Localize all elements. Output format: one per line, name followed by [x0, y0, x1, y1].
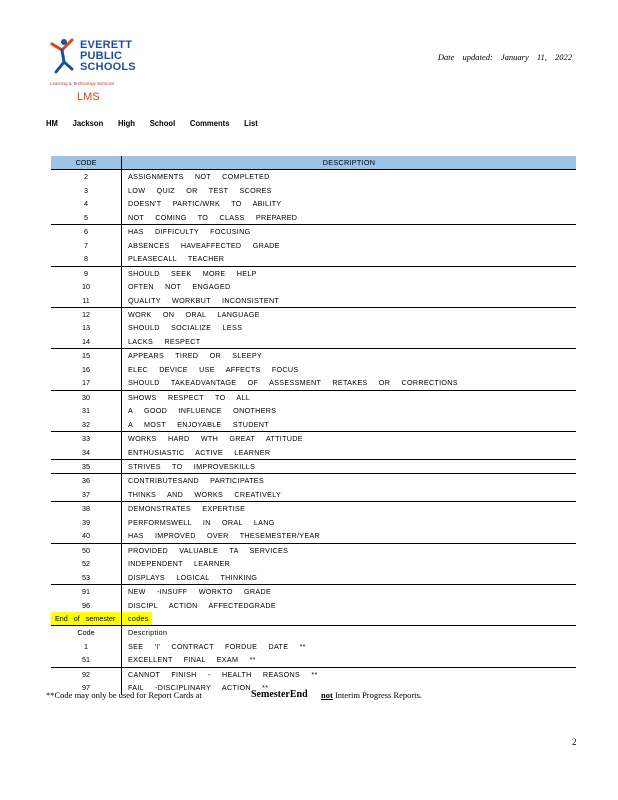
table-row: [51, 516, 576, 529]
row-code: 52: [51, 557, 122, 570]
row-description: ENTHUSIASTIC ACTIVE LEARNER: [122, 446, 577, 460]
row-description: HAS IMPROVED OVER THESEMESTER/YEAR: [122, 529, 577, 543]
row-description: DEMONSTRATES EXPERTISE: [128, 504, 246, 514]
date-updated: Date updated: January 11, 2022: [437, 52, 572, 62]
row-code: 35: [51, 459, 122, 473]
row-description: THINKS AND WORKS CREATIVELY: [122, 488, 577, 502]
row-code: 38: [51, 502, 122, 516]
logo-tagline: Learning & Technology Services: [50, 81, 115, 86]
row-code: 8: [51, 252, 122, 266]
table-row: [51, 321, 576, 334]
footnote-emphasis: SemesterEnd: [251, 689, 308, 700]
lms-label: LMS: [77, 91, 100, 103]
table-row: [51, 557, 576, 570]
row-description: APPEARS TIRED OR SLEEPY: [128, 351, 263, 361]
row-code: 37: [51, 488, 122, 502]
row-code: 36: [51, 474, 122, 488]
row-description: SHOULD TAKEADVANTAGE OF ASSESSMENT RETAKES OR CORRECTIONS: [122, 376, 577, 390]
row-description: INDEPENDENT LEARNER: [128, 559, 231, 569]
row-code: 1: [51, 640, 122, 653]
row-code: 32: [51, 418, 122, 432]
table-row: [51, 184, 576, 197]
row-description: NOT COMING TO CLASS PREPARED: [122, 211, 577, 225]
table-row: [51, 446, 576, 460]
row-code: 14: [51, 335, 122, 349]
table-row: [51, 376, 576, 390]
row-code: 2: [51, 170, 122, 184]
table-row: [51, 653, 576, 667]
row-description: DISPLAYS LOGICAL THINKING: [122, 571, 577, 585]
row-code: 39: [51, 516, 122, 529]
table-row: [51, 667, 576, 681]
end-of-semester-codes-label: [122, 612, 577, 626]
row-code: 6: [51, 225, 122, 239]
row-code: 10: [51, 280, 122, 293]
row-description: PLEASECALL TEACHER: [122, 252, 577, 266]
row-code: 34: [51, 446, 122, 460]
table-row: [51, 488, 576, 502]
row-code: 92: [51, 667, 122, 681]
table-row: [51, 432, 576, 446]
column-header-code: CODE: [51, 156, 122, 170]
row-code: 7: [51, 239, 122, 252]
table-row: [51, 294, 576, 308]
table-row: [51, 335, 576, 349]
row-code: 96: [51, 599, 122, 612]
table-row: [51, 543, 576, 557]
row-code: 51: [51, 653, 122, 667]
table-row: [51, 363, 576, 376]
footnote-start: **Code may only be used for Report Cards at: [46, 690, 202, 700]
row-description: Description: [128, 628, 168, 638]
table-row: [51, 266, 576, 280]
row-code: 53: [51, 571, 122, 585]
row-code: 12: [51, 307, 122, 321]
row-code: 4: [51, 197, 122, 210]
row-description: SHOWS RESPECT TO ALL: [128, 392, 251, 402]
row-code: 33: [51, 432, 122, 446]
row-description: A MOST ENJOYABLE STUDENT: [122, 418, 577, 432]
row-description: SHOULD SOCIALIZE LESS: [128, 323, 243, 333]
table-row: [51, 571, 576, 585]
table-row: [51, 390, 576, 404]
end-of-semester-row: [51, 612, 576, 626]
row-code: 40: [51, 529, 122, 543]
row-description: LACKS RESPECT: [122, 335, 577, 349]
table-row: [51, 640, 576, 653]
row-description: DOESN'T PARTIC/WRK TO ABILITY: [128, 199, 282, 209]
end-of-semester-label: End of semester: [51, 612, 122, 626]
page-title: HM Jackson High School Comments List: [46, 118, 258, 128]
logo-text-public: PUBLIC: [80, 50, 123, 62]
row-code: 15: [51, 349, 122, 363]
codes-highlight: codes: [122, 612, 152, 625]
row-description: HAS DIFFICULTY FOCUSING: [128, 227, 251, 237]
table-row: [51, 599, 576, 612]
row-code: 97: [51, 681, 122, 694]
table-row: [51, 585, 576, 599]
row-description: CONTRIBUTESAND PARTICIPATES: [128, 476, 264, 486]
row-code: Code: [51, 626, 122, 640]
logo-text-schools: SCHOOLS: [80, 61, 136, 73]
row-code: 30: [51, 390, 122, 404]
row-description: A GOOD INFLUENCE ONOTHERS: [128, 406, 277, 416]
table-header-row: [51, 156, 576, 170]
table-row: [51, 349, 576, 363]
row-code: 17: [51, 376, 122, 390]
page-number: 2: [572, 737, 577, 747]
row-description: SHOULD SEEK MORE HELP: [128, 268, 257, 278]
row-code: 5: [51, 211, 122, 225]
row-description: ABSENCES HAVEAFFECTED GRADE: [128, 240, 280, 250]
table-row: [51, 239, 576, 252]
row-description: DISCIPL ACTION AFFECTEDGRADE: [128, 600, 276, 610]
table-row: [51, 211, 576, 225]
footnote-end: Interim Progress Reports.: [334, 690, 423, 700]
table-row: [51, 225, 576, 239]
row-description: WORK ON ORAL LANGUAGE: [128, 309, 260, 319]
row-description: FAIL -DISCIPLINARY ACTION **: [128, 683, 269, 693]
row-description: LOW QUIZ OR TEST SCORES: [128, 185, 272, 195]
row-code: 31: [51, 404, 122, 417]
table-row: [51, 459, 576, 473]
table-row: [51, 418, 576, 432]
row-code: 3: [51, 184, 122, 197]
row-description: ASSIGNMENTS NOT COMPLETED: [128, 172, 270, 182]
table-row: [51, 170, 576, 184]
table-row: [51, 307, 576, 321]
row-description: NEW -INSUFF WORKTO GRADE: [128, 587, 272, 597]
table-row: [51, 404, 576, 417]
table-row: [51, 280, 576, 293]
row-code: 9: [51, 266, 122, 280]
table-row: [51, 529, 576, 543]
table-row: [51, 474, 576, 488]
table-row: [51, 252, 576, 266]
district-logo: [50, 36, 160, 106]
row-code: 91: [51, 585, 122, 599]
table-row: [51, 502, 576, 516]
row-description: QUALITY WORKBUT INCONSISTENT: [122, 294, 577, 308]
row-code: 50: [51, 543, 122, 557]
row-code: 11: [51, 294, 122, 308]
row-description: WORKS HARD WTH GREAT ATTITUDE: [128, 434, 303, 444]
jumping-figure-icon: [50, 36, 76, 76]
comments-table: [51, 156, 576, 695]
row-description: OFTEN NOT ENGAGED: [128, 282, 231, 292]
row-description: CANNOT FINISH - HEALTH REASONS **: [128, 669, 318, 679]
footnote-end-group: [321, 690, 422, 700]
row-description: SEE 'I' CONTRACT FORDUE DATE **: [128, 641, 306, 651]
footnote-not: not: [321, 690, 333, 700]
row-description: ELEC DEVICE USE AFFECTS FOCUS: [128, 364, 299, 374]
table-row: [51, 197, 576, 210]
row-description: PERFORMSWELL IN ORAL LANG: [128, 517, 275, 527]
row-code: 13: [51, 321, 122, 334]
comments-table-body: [51, 170, 576, 695]
row-description: EXCELLENT FINAL EXAM **: [122, 653, 577, 667]
logo-text-everett: EVERETT: [80, 39, 133, 51]
footnote: [46, 689, 423, 700]
column-header-description: DESCRIPTION: [122, 156, 577, 170]
row-description: STRIVES TO IMPROVESKILLS: [122, 459, 577, 473]
row-code: 16: [51, 363, 122, 376]
sub-header-row: [51, 626, 576, 640]
row-description: PROVIDED VALUABLE TA SERVICES: [128, 545, 289, 555]
